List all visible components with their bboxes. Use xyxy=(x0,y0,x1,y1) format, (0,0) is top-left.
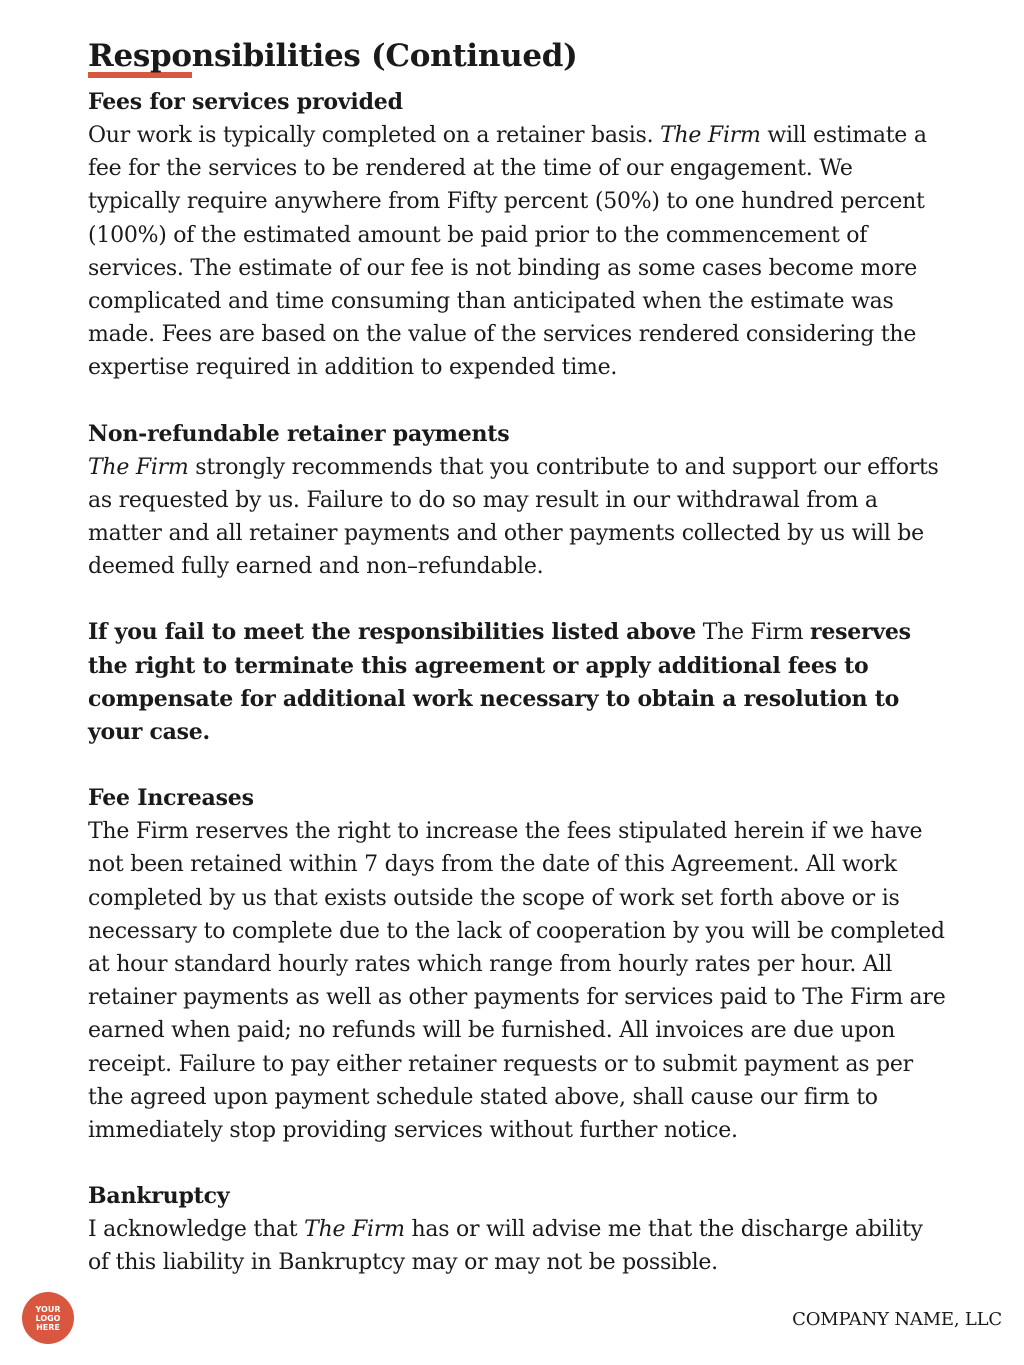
nonrefundable-paragraph xyxy=(88,451,948,584)
fees-text-rest: will estimate a fee for the services to be rendered at the time of our engagement. We typically require anywhere from Fifty percent (50%) to one hundred percent (100%) of the estimated amount be paid prior to the commencement of services. The estimate of our fee is not binding as some cases become more complicated and time consuming than anticipated when the estimate was made. Fees are based on the value of the services rendered considering the expertise required in addition to expended time. xyxy=(88,123,927,381)
nonrefundable-text: strongly recommends that you contribute to and support our efforts as requested by us. Failure to do so may result in our withdrawal from a matter and all retainer payments and other payments collected by us will be deemed fully earned and non–refundable. xyxy=(88,454,939,580)
warning-text-part3: reserves the right to terminate this agreement or apply additional fees to compensate for additional work necessary to obtain a resolution to your case. xyxy=(88,619,911,746)
company-name: COMPANY NAME, LLC xyxy=(792,1309,1002,1330)
warning-text-part1: If you fail to meet the responsibilities listed above xyxy=(88,619,696,646)
warning-paragraph xyxy=(88,616,948,749)
fees-text-start: Our work is typically completed on a retainer basis. xyxy=(88,123,661,148)
fee-increases-heading: Fee Increases xyxy=(88,785,254,812)
logo-text-line1: YOUR xyxy=(35,1304,61,1314)
page-title: Responsibilities (Continued) xyxy=(88,38,578,74)
fees-firm-name: The Firm xyxy=(660,123,761,148)
nonrefundable-firm-name: The Firm xyxy=(88,454,189,480)
bankruptcy-text-rest: has or will advise me that the discharge ability of this liability in Bankruptcy may or may not be possible. xyxy=(88,1217,923,1276)
company-logo xyxy=(22,1292,74,1344)
document-page xyxy=(88,36,948,1280)
bankruptcy-heading: Bankruptcy xyxy=(88,1183,230,1210)
fees-heading: Fees for services provided xyxy=(88,89,403,115)
warning-text-part2: The Firm xyxy=(695,620,810,646)
fees-paragraph xyxy=(88,119,948,385)
logo-text-line2: LOGO xyxy=(35,1313,61,1323)
nonrefundable-heading: Non-refundable retainer payments xyxy=(88,420,510,447)
bankruptcy-paragraph xyxy=(88,1213,948,1279)
bankruptcy-firm-name: The Firm xyxy=(304,1217,405,1243)
fee-increases-paragraph: The Firm reserves the right to increase the fees stipulated herein if we have not been retained within 7 days from the date of this Agreement. All work completed by us that exists outside the scope of work set forth above or is necessary to complete due to the lack of cooperation by you will be completed at hour standard hourly rates which range from hourly rates per hour. All retainer payments as well as other payments for services paid to The Firm are earned when paid; no refunds will be furnished. All invoices are due upon receipt. Failure to pay either retainer requests or to submit payment as per the agreed upon payment schedule stated above, shall cause our firm to immediately stop providing services without further notice. xyxy=(88,819,946,1144)
logo-text-line3: HERE xyxy=(36,1322,60,1332)
bankruptcy-text-start: I acknowledge that xyxy=(88,1217,305,1243)
